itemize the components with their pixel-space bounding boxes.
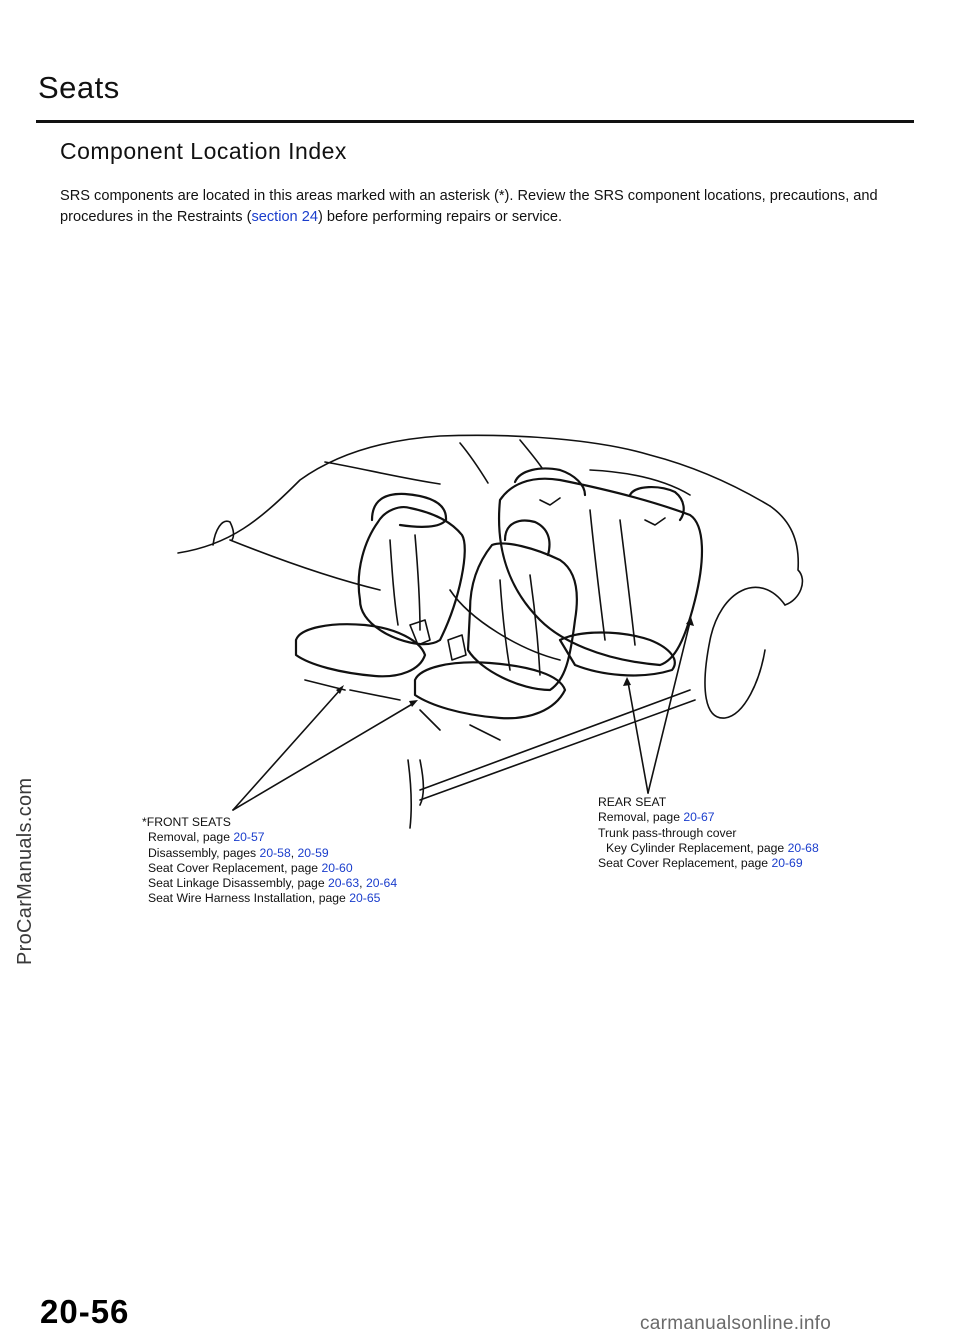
- car-rocker-panel: [420, 690, 690, 790]
- front-removal-line: [142, 830, 397, 845]
- car-rocker-panel-2: [420, 700, 695, 800]
- rear-cover-text: Seat Cover Replacement, page: [598, 856, 772, 871]
- section-24-link[interactable]: section 24: [251, 209, 318, 225]
- front-disassembly-text: Disassembly, pages: [148, 845, 260, 860]
- front-seats-heading: *FRONT SEATS: [142, 815, 231, 829]
- link-20-59[interactable]: 20-59: [297, 845, 329, 860]
- front-disassembly-line: Disassembly, pages 20-58, 20-59: [148, 845, 329, 860]
- right-front-headrest: [505, 521, 549, 555]
- intro-text-1: SRS components are located in this areas marked with an asterisk (*). Review the SRS component locations, precautions, and procedures in the Restraints (: [60, 188, 878, 225]
- car-a-pillar: [230, 540, 380, 590]
- rear-seat-leader-2: [648, 622, 690, 793]
- link-20-58[interactable]: 20-58: [259, 845, 291, 860]
- rear-removal-line: [598, 810, 819, 825]
- car-windshield-top: [325, 462, 440, 484]
- rear-seat-back: [499, 479, 702, 665]
- car-floor-line: [450, 590, 560, 660]
- rear-seat-heading: REAR SEAT: [598, 795, 667, 809]
- rear-seat-legend: [598, 795, 819, 871]
- car-c-pillar: [460, 443, 488, 483]
- rear-key-text: Key Cylinder Replacement, page: [606, 840, 788, 855]
- link-20-60[interactable]: 20-60: [321, 860, 353, 875]
- front-cover-line: [142, 861, 397, 876]
- rear-trunk-line: Trunk pass-through cover: [598, 825, 737, 840]
- left-front-seat-rail: [305, 680, 400, 700]
- rear-cover-line: [598, 856, 819, 871]
- rear-seat-cushion: [560, 633, 675, 676]
- car-b-pillar: [408, 760, 411, 828]
- rear-seat-belt-2: [645, 518, 665, 525]
- front-harness-text: Seat Wire Harness Installation, page: [148, 891, 350, 906]
- intro-text-2: ) before performing repairs or service.: [317, 209, 563, 225]
- front-linkage-text: Seat Linkage Disassembly, page: [148, 876, 328, 891]
- car-roof-line: [178, 435, 770, 553]
- front-harness-line: [142, 891, 397, 906]
- link-20-69[interactable]: 20-69: [771, 856, 803, 871]
- link-20-68[interactable]: 20-68: [787, 840, 819, 855]
- front-seat-leader-1: [233, 690, 340, 810]
- page-title: Seats: [38, 70, 120, 105]
- rear-seat-leader-1: [628, 682, 648, 793]
- link-20-63[interactable]: 20-63: [327, 876, 360, 891]
- arrowhead-rear-1: [623, 677, 631, 686]
- rear-removal-text: Removal, page: [598, 810, 684, 825]
- front-linkage-line: Seat Linkage Disassembly, page 20-63, 20-64: [148, 876, 398, 891]
- front-seat-leader-2: [233, 703, 414, 810]
- right-front-buckle: [448, 635, 466, 660]
- car-door-line: [420, 760, 423, 805]
- car-windshield: [213, 521, 233, 545]
- car-c-pillar-2: [520, 440, 542, 468]
- front-removal-text: Removal, page: [148, 830, 234, 845]
- car-rear-body: [770, 506, 802, 605]
- rear-key-line: [598, 841, 819, 856]
- link-20-57[interactable]: 20-57: [233, 830, 265, 845]
- link-20-64[interactable]: 20-64: [365, 876, 398, 891]
- section-subtitle: Component Location Index: [60, 138, 347, 164]
- footer-site: carmanualsonline.info: [640, 1313, 832, 1334]
- page-number: 20-56: [40, 1293, 130, 1330]
- rear-seat-belt-1: [540, 498, 560, 505]
- left-front-headrest: [372, 494, 446, 527]
- front-seats-legend: [142, 815, 397, 907]
- car-rear-wheel-arch: [705, 587, 785, 718]
- watermark: ProCarManuals.com: [14, 777, 36, 965]
- link-20-67[interactable]: 20-67: [683, 810, 715, 825]
- link-20-65[interactable]: 20-65: [349, 891, 381, 906]
- front-cover-text: Seat Cover Replacement, page: [148, 860, 322, 875]
- left-front-seat-cushion: [296, 624, 425, 676]
